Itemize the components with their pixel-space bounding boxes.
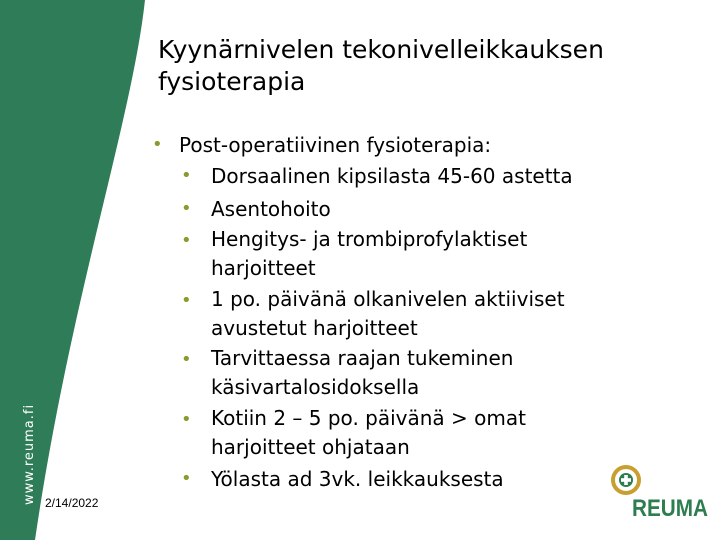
sub-bullet-list [179,160,692,496]
sub-bullet-text: Dorsaalinen kipsilasta 45-60 astetta [211,164,573,188]
reuma-logo [610,460,710,520]
sub-bullet-item [181,160,692,193]
sub-bullet-text [211,404,526,462]
sub-bullet-item [181,344,692,404]
sub-bullet-item [181,193,692,226]
sub-bullet-line: harjoitteet ohjataan [211,434,410,459]
sub-bullet-text: Yölasta ad 3vk. leikkauksesta [211,467,504,491]
sub-bullet-line: 1 po. päivänä olkanivelen aktiiviset [211,286,565,311]
sub-bullet-text [211,225,527,283]
bullet-list [152,130,692,496]
sub-bullet-line: Kotiin 2 – 5 po. päivänä > omat [211,405,526,430]
main-bullet-text: Post-operatiivinen fysioterapia: [179,133,492,157]
vertical-website-url: www.reuma.fi [22,403,37,505]
slide-date: 2/14/2022 [45,496,99,510]
sub-bullet-line: käsivartalosidoksella [211,375,420,399]
title-line-1: Kyynärnivelen tekonivelleikkauksen [158,35,604,64]
sub-bullet-item [181,285,692,345]
sub-bullet-line: avustetut harjoitteet [211,315,418,340]
bullet-dot-icon: • [181,197,192,219]
slide-title [158,34,698,98]
sub-bullet-text: Asentohoito [211,196,331,221]
sub-bullet-text [211,285,565,343]
sub-bullet-line: Tarvittaessa raajan tukeminen [211,346,514,370]
bullet-dot-icon: • [181,408,192,430]
sub-bullet-line: Hengitys- ja trombiprofylaktiset [211,227,528,251]
sub-bullet-item [181,225,692,285]
bullet-dot-icon: • [181,349,192,370]
title-line-2: fysioterapia [158,67,306,96]
sub-bullet-line: harjoitteet [211,256,316,280]
sub-bullet-item [181,404,692,464]
bullet-dot-icon: • [181,468,192,489]
bullet-dot-icon: • [181,289,192,311]
bullet-dot-icon: • [152,134,163,155]
bullet-dot-icon: • [181,165,192,186]
bullet-dot-icon: • [181,230,192,251]
main-bullet [152,130,692,496]
sub-bullet-text [211,344,513,402]
logo-text: REUMA [632,495,708,522]
